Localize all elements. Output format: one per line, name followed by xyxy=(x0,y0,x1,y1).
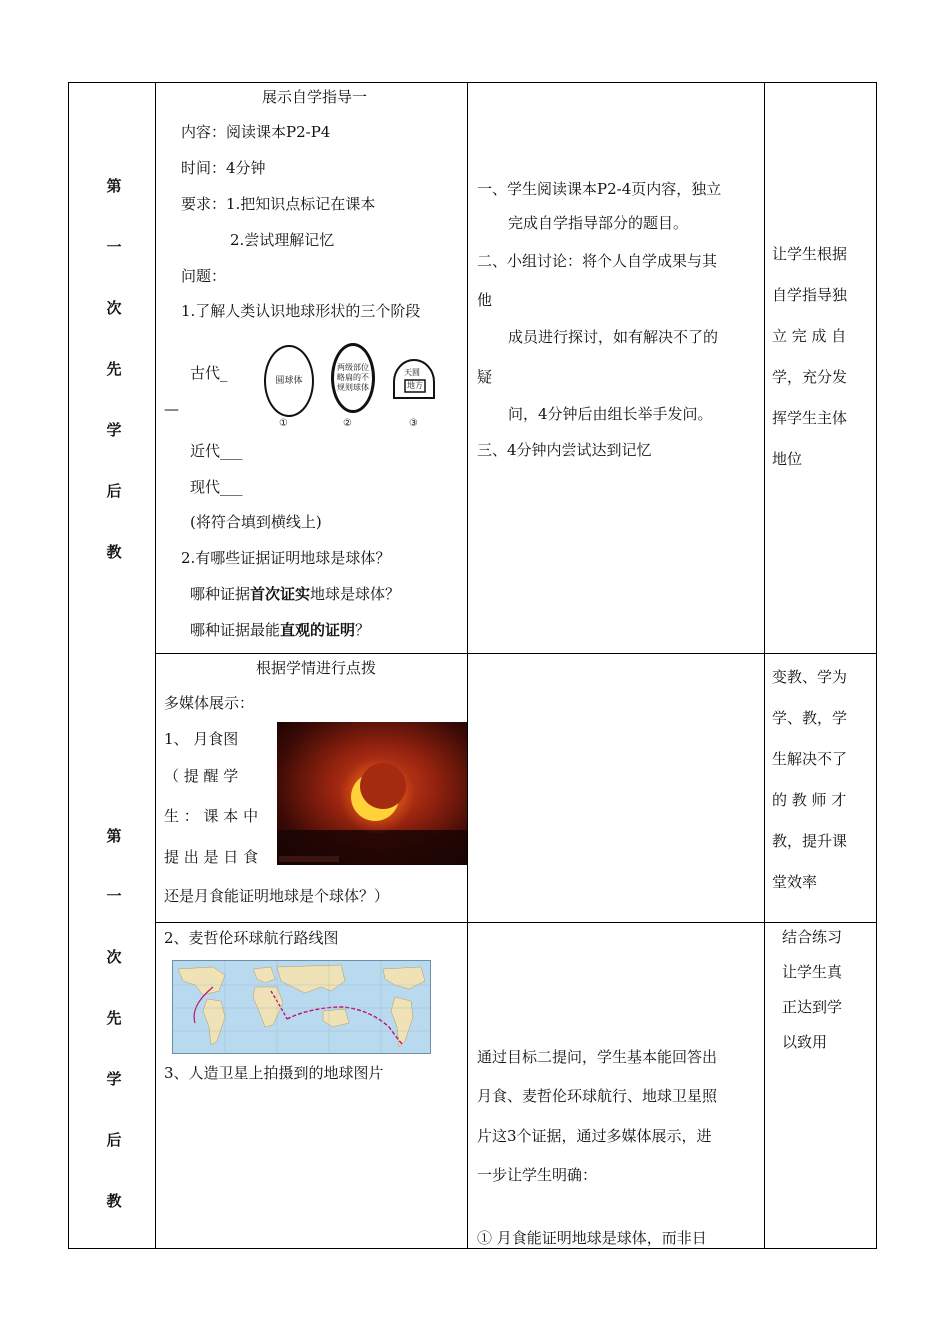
row2-title: 根据学情进行点拨 xyxy=(256,659,377,677)
section-label-1: 第 一 次 先 学 后 教 xyxy=(106,177,122,561)
round-sky-square-earth-shape: 天圆 地方 xyxy=(392,358,436,400)
question-1: 1.了解人类认识地球形状的三个阶段 xyxy=(181,302,421,320)
figure-number-1: ① xyxy=(279,418,288,429)
media-label: 多媒体展示： xyxy=(164,694,255,712)
modern-near-blank: 近代___ xyxy=(190,442,243,460)
fill-hint: (将符合填到横线上) xyxy=(190,513,322,531)
figure-number-2: ② xyxy=(343,418,352,429)
magellan-route-map xyxy=(172,960,431,1054)
lunar-eclipse-item: 1、 月食图 xyxy=(164,730,239,748)
note-line-last: 还是月食能证明地球是个球体？） xyxy=(164,887,390,905)
irregular-sphere-shape: 两级部位略扁的不规则球体 xyxy=(331,343,375,413)
ancient-blank: 古代_ xyxy=(190,364,228,382)
sphere-shape: 圆球体 xyxy=(264,345,314,417)
figure-number-3: ③ xyxy=(409,418,418,429)
magellan-item: 2、麦哲伦环球航行路线图 xyxy=(164,929,339,947)
row-divider-2 xyxy=(155,922,876,923)
question-label: 问题： xyxy=(181,267,227,285)
purpose-1: 让学生根据 自学指导独 立 完 成 自 学，充分发 挥学生主体 地位 xyxy=(772,245,848,468)
requirement-2: 2.尝试理解记忆 xyxy=(230,231,335,249)
satellite-photo-item: 3、人造卫星上拍摄到的地球图片 xyxy=(164,1064,384,1082)
row-divider-1 xyxy=(155,653,876,654)
note-line-3: 提 出 是 日 食 xyxy=(164,848,259,866)
time-line: 时间：4分钟 xyxy=(181,159,266,177)
purpose-3: 结合练习 让学生真 正达到学 以致用 xyxy=(782,928,843,1051)
note-line-1: （ 提 醒 学 xyxy=(164,767,239,785)
content-line: 内容：阅读课本P2-P4 xyxy=(181,123,331,141)
col-divider-3 xyxy=(764,83,765,1248)
row1-title: 展示自学指导一 xyxy=(262,88,368,106)
lunar-eclipse-image xyxy=(277,722,467,865)
purpose-2: 变教、学为 学、教，学 生解决不了 的 教 师 才 教，提升课 堂效率 xyxy=(772,668,848,891)
question-2a: 哪种证据首次证实地球是球体？ xyxy=(190,585,401,603)
question-2b: 哪种证据最能直观的证明？ xyxy=(190,621,371,639)
note-line-2: 生 ： 课 本 中 xyxy=(164,807,259,825)
modern-blank: 现代___ xyxy=(190,478,243,496)
requirement-1: 要求：1.把知识点标记在课本 xyxy=(181,195,376,213)
col-divider-2 xyxy=(467,83,468,1248)
question-2: 2.有哪些证据证明地球是球体？ xyxy=(181,549,391,567)
col-divider-1 xyxy=(155,83,156,1248)
section-label-2: 第 一 次 先 学 后 教 xyxy=(106,827,122,1210)
ancient-blank-tail: — xyxy=(164,400,179,418)
